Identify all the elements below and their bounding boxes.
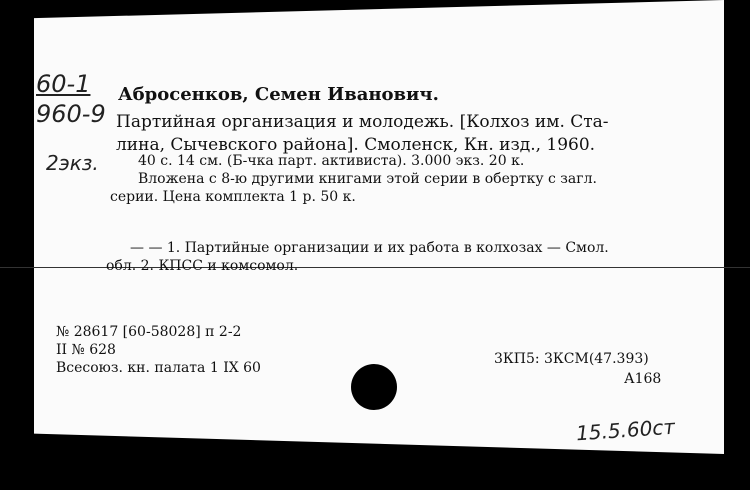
call-number-handwritten: 60-1 xyxy=(36,70,91,98)
subjects-line-2: обл. 2. КПСС и комсомол. xyxy=(106,258,299,274)
copies-handwritten: 2экз. xyxy=(46,151,99,175)
date-signature-handwritten: 15.5.60ст xyxy=(575,414,676,446)
record-number: № 28617 [60-58028] п 2-2 xyxy=(56,324,242,340)
classification-code: 3КП5: 3КСМ(47.393) xyxy=(494,351,649,367)
second-record-number: II № 628 xyxy=(56,342,116,358)
book-chamber-stamp: Всесоюз. кн. палата 1 IX 60 xyxy=(56,360,261,376)
subjects-line-1: — — 1. Партийные организации и их работа в колхозах — Смол. xyxy=(130,240,609,256)
author-heading: Абросенков, Семен Иванович. xyxy=(118,84,439,105)
call-number-handwritten-2: 960-9 xyxy=(36,100,106,128)
author-code: А168 xyxy=(624,371,662,387)
title-line-2: лина, Сычевского района]. Смоленск, Кн. изд., 1960. xyxy=(116,135,596,155)
punch-hole xyxy=(351,364,397,410)
note-line-1: Вложена с 8-ю другими книгами этой серии в обертку с загл. xyxy=(138,171,597,187)
title-line-1: Партийная организация и молодежь. [Колхоз им. Ста- xyxy=(116,112,609,132)
note-line-2: серии. Цена комплекта 1 р. 50 к. xyxy=(110,189,356,205)
collation-line: 40 с. 14 см. (Б-чка парт. активиста). 3.000 экз. 20 к. xyxy=(138,153,525,169)
